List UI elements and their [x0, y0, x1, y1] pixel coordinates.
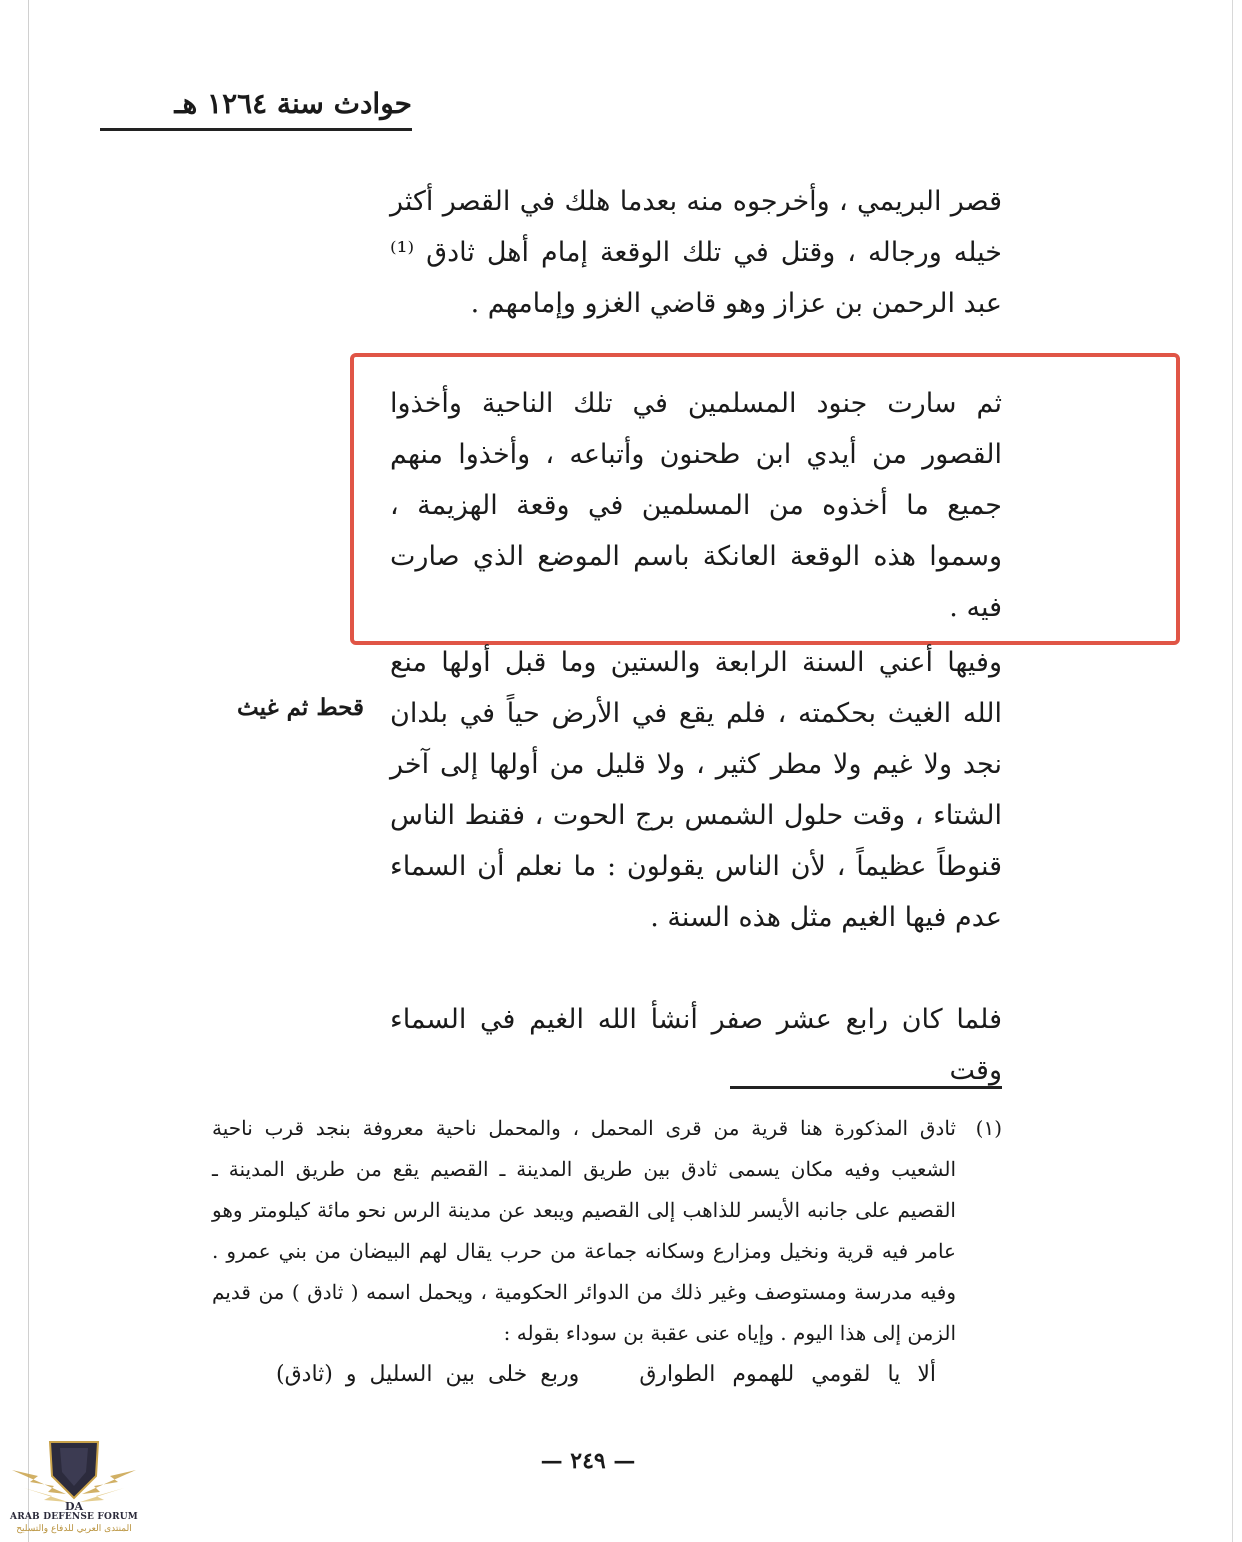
- page-edge-left: [28, 0, 29, 1542]
- margin-note: قحط ثم غيث: [237, 694, 364, 721]
- verse-first-hemistich: ألا يا لقومي للهموم الطوارق: [639, 1362, 936, 1387]
- paragraph-1: قصر البريمي ، وأخرجوه منه بعدما هلك في القصر أكثر خيله ورجاله ، وقتل في تلك الوقعة إمام أهل ثادق ⁽¹⁾ عبد الرحمن بن عزاز وهو قاضي الغزو وإمامهم .: [390, 186, 1002, 319]
- verse-second-hemistich: وربع خلى بين السليل و (ثادق): [276, 1362, 580, 1387]
- poem-verse: [276, 1362, 936, 1406]
- page-edge-right: [1232, 0, 1233, 1542]
- watermark-logo: [8, 1436, 140, 1540]
- watermark-tagline: المنتدى العربي للدفاع والتسليح: [16, 1524, 132, 1534]
- header-title: حوادث سنة ١٢٦٤ هـ: [174, 87, 412, 120]
- watermark-brand: ARAB DEFENSE FORUM: [10, 1512, 138, 1522]
- footnote: [212, 1108, 1002, 1354]
- paragraph-3: وفيها أعني السنة الرابعة والستين وما قبل أولها منع الله الغيث بحكمته ، فلم يقع في الأرض حياً في بلدان نجد ولا غيم ولا مطر كثير ، ولا قليل من أولها إلى آخر الشتاء ، وقت حلول الشمس برج الحوت ، فقنط الناس قنوطاً عظيماً ، لأن الناس يقولون : ما نعلم أن السماء عدم فيها الغيم مثل هذه السنة .: [390, 647, 1002, 933]
- svg-text:DA: DA: [64, 1500, 84, 1513]
- paragraph-4: فلما كان رابع عشر صفر أنشأ الله الغيم في السماء وقت: [390, 1004, 1002, 1086]
- shield-emblem-icon: [8, 1436, 140, 1516]
- footnote-marker: (١): [975, 1116, 1002, 1140]
- footnote-text: ثادق المذكورة هنا قرية من قرى المحمل ، والمحمل ناحية معروفة بنجد قرب ناحية الشعيب وفيه مكان يسمى ثادق بين طريق المدينة ـ القصيم يقع من طريق المدينة ـ القصيم على جانبه الأيسر للذاهب إلى القصيم ويبعد عن مدينة الرس نحو مائة كيلومتر وهو عامر فيه قرية ونخيل ومزارع وسكانه جماعة من حرب يقال لهم البيضان من بني عمرو . وفيه مدرسة ومستوصف وغير ذلك من الدوائر الحكومية ، ويحمل اسمه ( ثادق ) من قديم الزمن إلى هذا اليوم . وإياه عنى عقبة بن سوداء بقوله :: [212, 1116, 956, 1345]
- page-number: — ٢٤٩ —: [540, 1448, 636, 1474]
- paragraph-2-highlighted: ثم سارت جنود المسلمين في تلك الناحية وأخذوا القصور من أيدي ابن طحنون وأتباعه ، وأخذوا منهم جميع ما أخذوه من المسلمين في وقعة الهزيمة ، وسموا هذه الوقعة العانكة باسم الموضع الذي صارت فيه .: [390, 388, 1002, 623]
- footnote-separator: [730, 1086, 1002, 1089]
- running-header: [100, 72, 412, 131]
